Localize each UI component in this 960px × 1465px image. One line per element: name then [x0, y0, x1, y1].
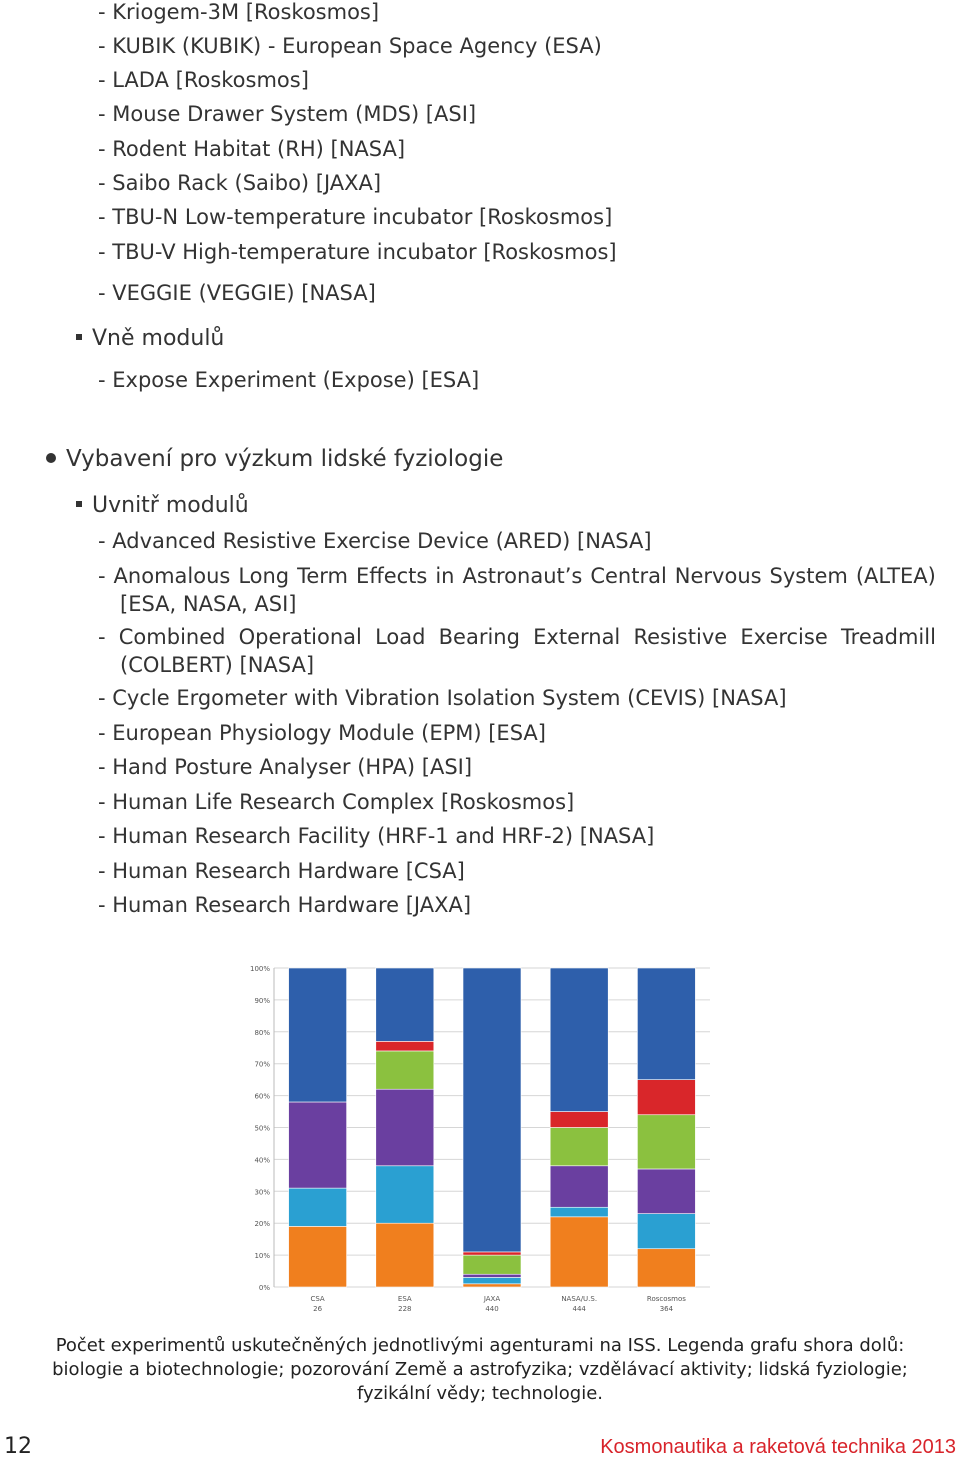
square-bullet-icon [76, 334, 82, 340]
footer-title: Kosmonautika a raketová technika 2013 [600, 1436, 956, 1458]
list-item: - Human Research Hardware [JAXA] [98, 893, 472, 917]
chart-caption-line: fyzikální vědy; technologie. [356, 1383, 604, 1404]
list-item: - Kriogem-3M [Roskosmos] [98, 0, 380, 24]
y-tick-label: 90% [254, 996, 270, 1005]
bar-segment [550, 968, 608, 1112]
count-label: 444 [572, 1305, 586, 1313]
bar-segment [463, 1277, 521, 1283]
bar-segment [550, 1207, 608, 1217]
list-item: - Mouse Drawer System (MDS) [ASI] [98, 102, 477, 126]
square-bullet-icon [76, 501, 82, 507]
list-item: - TBU-V High-temperature incubator [Roskosmos] [98, 240, 617, 264]
list-item: - VEGGIE (VEGGIE) [NASA] [98, 281, 376, 305]
list-item: - Human Life Research Complex [Roskosmos] [98, 790, 575, 814]
list-item: - KUBIK (KUBIK) - European Space Agency (ESA) [98, 34, 602, 58]
list-item-continuation: (COLBERT) [NASA] [120, 653, 315, 677]
bar-segment [463, 1284, 521, 1287]
bar-segment [289, 1188, 347, 1226]
list-item: - Hand Posture Analyser (HPA) [ASI] [98, 755, 473, 779]
list-item: - Cycle Ergometer with Vibration Isolation System (CEVIS) [NASA] [98, 686, 787, 710]
list-item: - European Physiology Module (EPM) [ESA] [98, 721, 546, 745]
outside-heading: Vně modulů [76, 325, 224, 353]
y-tick-label: 10% [254, 1252, 270, 1261]
chart-caption-line: biologie a biotechnologie; pozorování Země a astrofyzika; vzdělávací aktivity; lidská fyziologie; [52, 1359, 908, 1380]
count-label: 228 [398, 1305, 412, 1313]
bar-segment [637, 968, 695, 1080]
count-label: 364 [659, 1305, 674, 1313]
list-item-altea: - Anomalous Long Term Effects in Astronaut’s Central Nervous System (ALTEA) [98, 564, 936, 588]
bar-segment [637, 1080, 695, 1115]
page-number: 12 [4, 1434, 32, 1459]
bar-segment [637, 1169, 695, 1214]
y-tick-label: 70% [254, 1060, 270, 1069]
bar-segment [376, 1223, 434, 1287]
bar-segment [376, 968, 434, 1041]
y-tick-label: 20% [254, 1220, 270, 1229]
section-heading: Vybavení pro výzkum lidské fyziologie [46, 445, 503, 473]
list-item-continuation: [ESA, NASA, ASI] [120, 592, 297, 616]
x-tick-label: CSA [310, 1295, 325, 1303]
round-bullet-icon [46, 453, 56, 463]
list-item: - Human Research Hardware [CSA] [98, 859, 465, 883]
y-tick-label: 100% [249, 965, 270, 973]
count-label: 440 [485, 1305, 499, 1313]
x-tick-label: JAXA [483, 1295, 501, 1303]
y-tick-label: 60% [254, 1092, 270, 1101]
chart-caption-line: Počet experimentů uskutečněných jednotlivými agenturami na ISS. Legenda grafu shora dolů: [55, 1335, 905, 1356]
inside-heading: Uvnitř modulů [76, 492, 249, 520]
bar-segment [637, 1249, 695, 1287]
count-label: 26 [313, 1305, 323, 1313]
y-tick-label: 50% [254, 1124, 270, 1133]
stacked-bar-chart [240, 955, 720, 1320]
list-item: - Rodent Habitat (RH) [NASA] [98, 137, 406, 161]
list-item-colbert: - Combined Operational Load Bearing External Resistive Exercise Treadmill [98, 625, 936, 649]
bar-segment [463, 1252, 521, 1255]
bar-segment [463, 1274, 521, 1277]
bar-segment [376, 1089, 434, 1166]
y-tick-label: 80% [254, 1028, 270, 1037]
bar-segment [463, 968, 521, 1252]
bar-segment [376, 1051, 434, 1089]
x-tick-label: NASA/U.S. [561, 1295, 598, 1303]
bar-segment [550, 1217, 608, 1287]
bar-segment [289, 1226, 347, 1287]
bar-segment [376, 1166, 434, 1223]
bar-segment [550, 1128, 608, 1166]
x-tick-label: ESA [397, 1295, 412, 1303]
bar-segment [550, 1166, 608, 1207]
x-tick-label: Roscosmos [646, 1295, 686, 1303]
list-item: - LADA [Roskosmos] [98, 68, 309, 92]
list-item: - Human Research Facility (HRF-1 and HRF-2) [NASA] [98, 824, 655, 848]
bar-segment [376, 1041, 434, 1051]
bar-segment [637, 1214, 695, 1249]
list-item: - TBU-N Low-temperature incubator [Roskosmos] [98, 205, 613, 229]
y-tick-label: 40% [254, 1156, 270, 1165]
bar-segment [637, 1115, 695, 1169]
list-item: - Advanced Resistive Exercise Device (ARED) [NASA] [98, 529, 652, 553]
bar-segment [289, 1102, 347, 1188]
list-item: - Expose Experiment (Expose) [ESA] [98, 368, 480, 392]
bar-segment [550, 1112, 608, 1128]
bar-segment [463, 1255, 521, 1274]
bar-segment [289, 968, 347, 1102]
y-tick-label: 0% [258, 1284, 270, 1292]
y-tick-label: 30% [254, 1188, 270, 1197]
list-item: - Saibo Rack (Saibo) [JAXA] [98, 171, 382, 195]
